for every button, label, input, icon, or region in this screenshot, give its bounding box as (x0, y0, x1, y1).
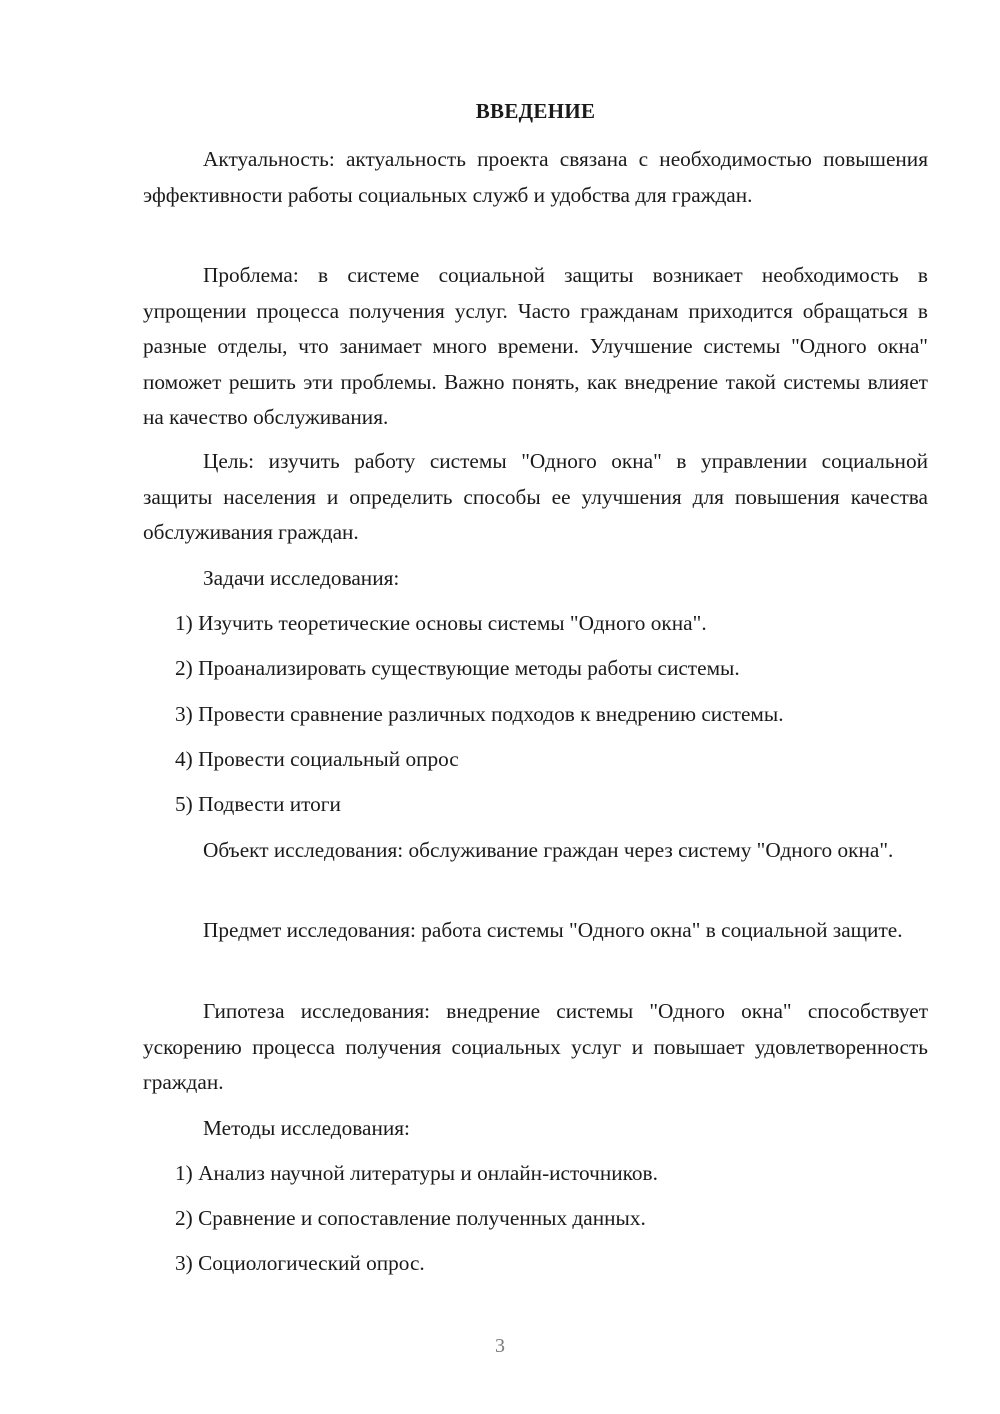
task-item: 2) Проанализировать существующие методы работы системы. (175, 656, 740, 680)
task-item: 1) Изучить теоретические основы системы "Одного окна". (175, 611, 707, 635)
subject-paragraph: Предмет исследования: работа системы "Одного окна" в социальной защите. (203, 918, 903, 942)
tasks-heading: Задачи исследования: (203, 566, 400, 590)
page-title: ВВЕДЕНИЕ (475, 99, 596, 123)
task-item: 5) Подвести итоги (175, 792, 341, 816)
page-number: 3 (495, 1335, 505, 1357)
object-paragraph: Объект исследования: обслуживание граждан через систему "Одного окна". (203, 838, 894, 862)
methods-heading: Методы исследования: (203, 1116, 410, 1140)
method-item: 3) Социологический опрос. (175, 1251, 425, 1275)
task-item: 4) Провести социальный опрос (175, 747, 459, 771)
method-item: 2) Сравнение и сопоставление полученных данных. (175, 1206, 646, 1230)
goal-paragraph: Цель: изучить работу системы "Одного окна" в управлении социальной защиты населения и определить способы ее улучшения для повышения качества обслуживания граждан. (143, 449, 928, 544)
problem-paragraph: Проблема: в системе социальной защиты возникает необходимость в упрощении процесса получения услуг. Часто гражданам приходится обращаться в разные отделы, что занимает много времени. Улучшение системы "Одного окна" поможет решить эти проблемы. Важно понять, как внедрение такой системы влияет на качество обслуживания. (143, 263, 928, 429)
relevance-paragraph: Актуальность: актуальность проекта связана с необходимостью повышения эффективности работы социальных служб и удобства для граждан. (143, 147, 928, 207)
task-item: 3) Провести сравнение различных подходов к внедрению системы. (175, 702, 784, 726)
hypothesis-paragraph: Гипотеза исследования: внедрение системы "Одного окна" способствует ускорению процесса получения социальных услуг и повышает удовлетворенность граждан. (143, 999, 928, 1094)
method-item: 1) Анализ научной литературы и онлайн-источников. (175, 1161, 658, 1185)
